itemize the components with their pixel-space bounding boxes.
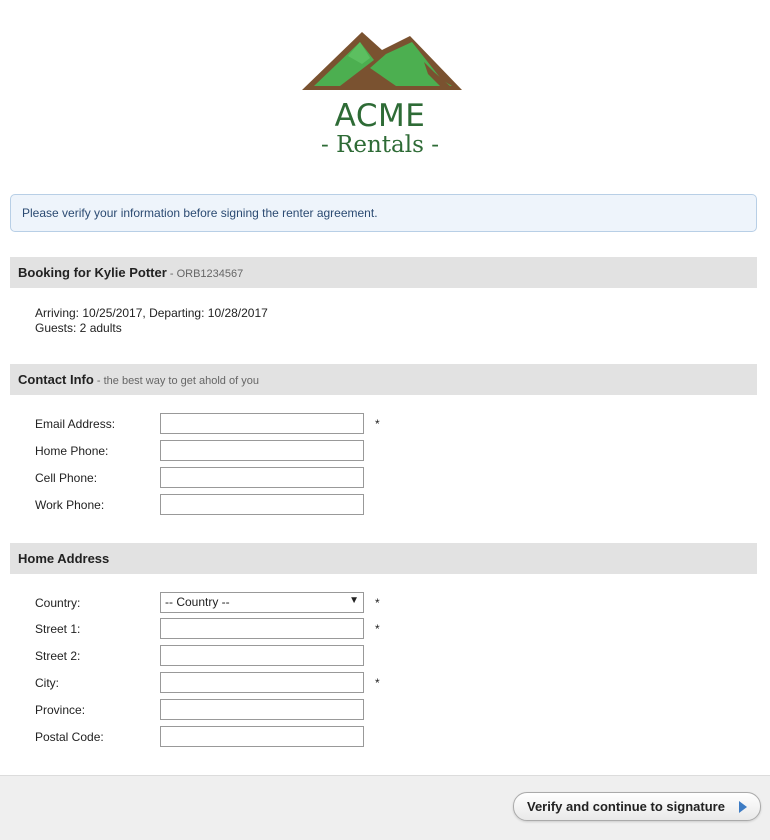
postal-code-field[interactable] [160, 726, 364, 747]
country-label: Country: [35, 596, 81, 610]
booking-dates: Arriving: 10/25/2017, Departing: 10/28/2017 [35, 306, 268, 320]
province-row [35, 699, 415, 721]
postal-code-row [35, 726, 415, 748]
city-row [35, 672, 415, 694]
booking-code: - ORB1234567 [166, 268, 244, 280]
city-required-marker: * [375, 676, 380, 690]
booking-details [35, 306, 268, 336]
email-field[interactable] [160, 413, 364, 434]
province-field[interactable] [160, 699, 364, 720]
contact-section-header [10, 364, 757, 395]
work-phone-label: Work Phone: [35, 498, 105, 512]
verify-info-alert [10, 194, 757, 232]
home-phone-row [35, 440, 415, 462]
home-phone-field[interactable] [160, 440, 364, 461]
street2-field[interactable] [160, 645, 364, 666]
mountain-icon [300, 28, 464, 92]
cell-phone-field[interactable] [160, 467, 364, 488]
alert-text: Please verify your information before signing the renter agreement. [22, 206, 378, 220]
work-phone-row [35, 494, 415, 516]
cell-phone-label: Cell Phone: [35, 471, 98, 485]
address-section-header [10, 543, 757, 574]
booking-guests: Guests: 2 adults [35, 321, 122, 335]
street1-field[interactable] [160, 618, 364, 639]
city-label: City: [35, 676, 59, 690]
street1-label: Street 1: [35, 622, 81, 636]
street2-row [35, 645, 415, 667]
verify-continue-button[interactable] [513, 792, 761, 821]
country-required-marker: * [375, 596, 380, 610]
email-row [35, 413, 415, 435]
play-arrow-icon [739, 801, 747, 813]
dropdown-arrow-icon: ▼ [349, 595, 359, 606]
email-label: Email Address: [35, 417, 116, 431]
province-label: Province: [35, 703, 86, 717]
street1-row [35, 618, 415, 640]
cell-phone-row [35, 467, 415, 489]
booking-section-header [10, 257, 757, 288]
logo-name: ACME [334, 98, 426, 134]
country-selected-value: -- Country -- [165, 595, 230, 609]
booking-title: Booking for Kylie Potter [18, 265, 167, 280]
home-phone-label: Home Phone: [35, 444, 109, 458]
street2-label: Street 2: [35, 649, 81, 663]
verify-continue-label: Verify and continue to signature [527, 799, 725, 814]
country-row [35, 592, 415, 614]
address-title: Home Address [18, 551, 110, 566]
street1-required-marker: * [375, 622, 380, 636]
postal-code-label: Postal Code: [35, 730, 104, 744]
city-field[interactable] [160, 672, 364, 693]
country-select[interactable] [160, 592, 364, 613]
email-required-marker: * [375, 417, 380, 431]
contact-subtitle: - the best way to get ahold of you [93, 375, 259, 387]
logo-subtitle: - Rentals - [320, 132, 440, 158]
work-phone-field[interactable] [160, 494, 364, 515]
acme-rentals-logo [300, 28, 468, 164]
contact-title: Contact Info [18, 372, 94, 387]
